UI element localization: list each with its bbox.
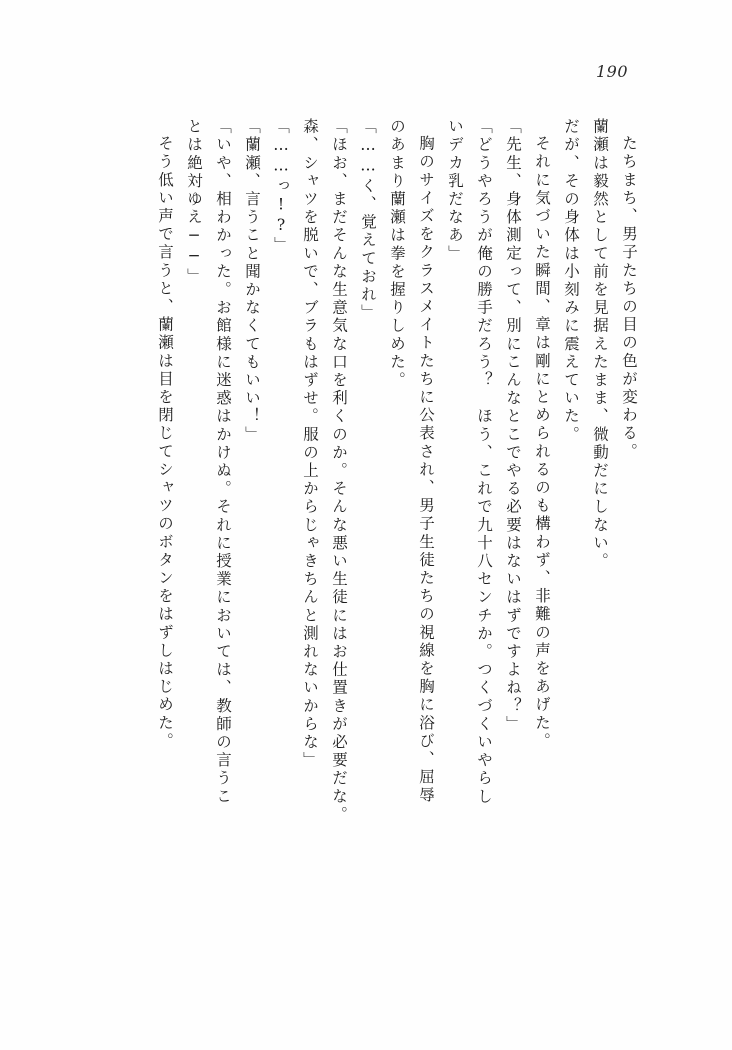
- text-line: 「蘭瀬、言うこと聞かなくてもいい！」: [243, 118, 261, 444]
- text-line: そう低い声で言うと、蘭瀬は目を閉じてシャツのボタンをはずしはじめた。: [156, 135, 174, 751]
- vertical-text-block: [88, 118, 636, 908]
- text-line: だが、その身体は小刻みに震えていた。: [562, 118, 580, 444]
- text-line: 「……く、覚えておれ」: [359, 118, 377, 323]
- text-line: 「……っ!?」: [272, 118, 290, 255]
- text-line: 蘭瀬は毅然として前を見据えたまま、微動だにしない。: [591, 118, 609, 571]
- text-line: たちまち、男子たちの目の色が変わる。: [620, 135, 638, 461]
- text-line: 森、シャツを脱いで、ブラもはずせ。服の上からじゃきちんと測れないからな」: [301, 118, 319, 770]
- text-line: 「先生、身体測定って、別にこんなとこでやる必要はないはずですよね？」: [504, 118, 522, 734]
- text-line: それに気づいた瞬間、章は剛にとめられるのも構わず、非難の声をあげた。: [533, 135, 551, 751]
- text-line: 胸のサイズをクラスメイトたちに公表され、男子生徒たちの視線を胸に浴び、屈辱: [417, 135, 435, 805]
- text-line: 「ほお、まだそんな生意気な口を利くのか。そんな悪い生徒にはお仕置きが必要だな。: [330, 118, 348, 824]
- text-line: いデカ乳だなあ」: [446, 118, 464, 263]
- page-number: 190: [595, 62, 628, 81]
- text-line: とは絶対ゆえ──」: [185, 118, 203, 286]
- text-line: 「いや、相わかった。お館様に迷惑はかけぬ。それに授業においては、教師の言うこ: [214, 118, 232, 806]
- text-line: 「どうやろうが俺の勝手だろう？ ほう、これで九十八センチか。つくづくいやらし: [475, 118, 493, 806]
- text-line: のあまり蘭瀬は拳を握りしめた。: [388, 118, 406, 390]
